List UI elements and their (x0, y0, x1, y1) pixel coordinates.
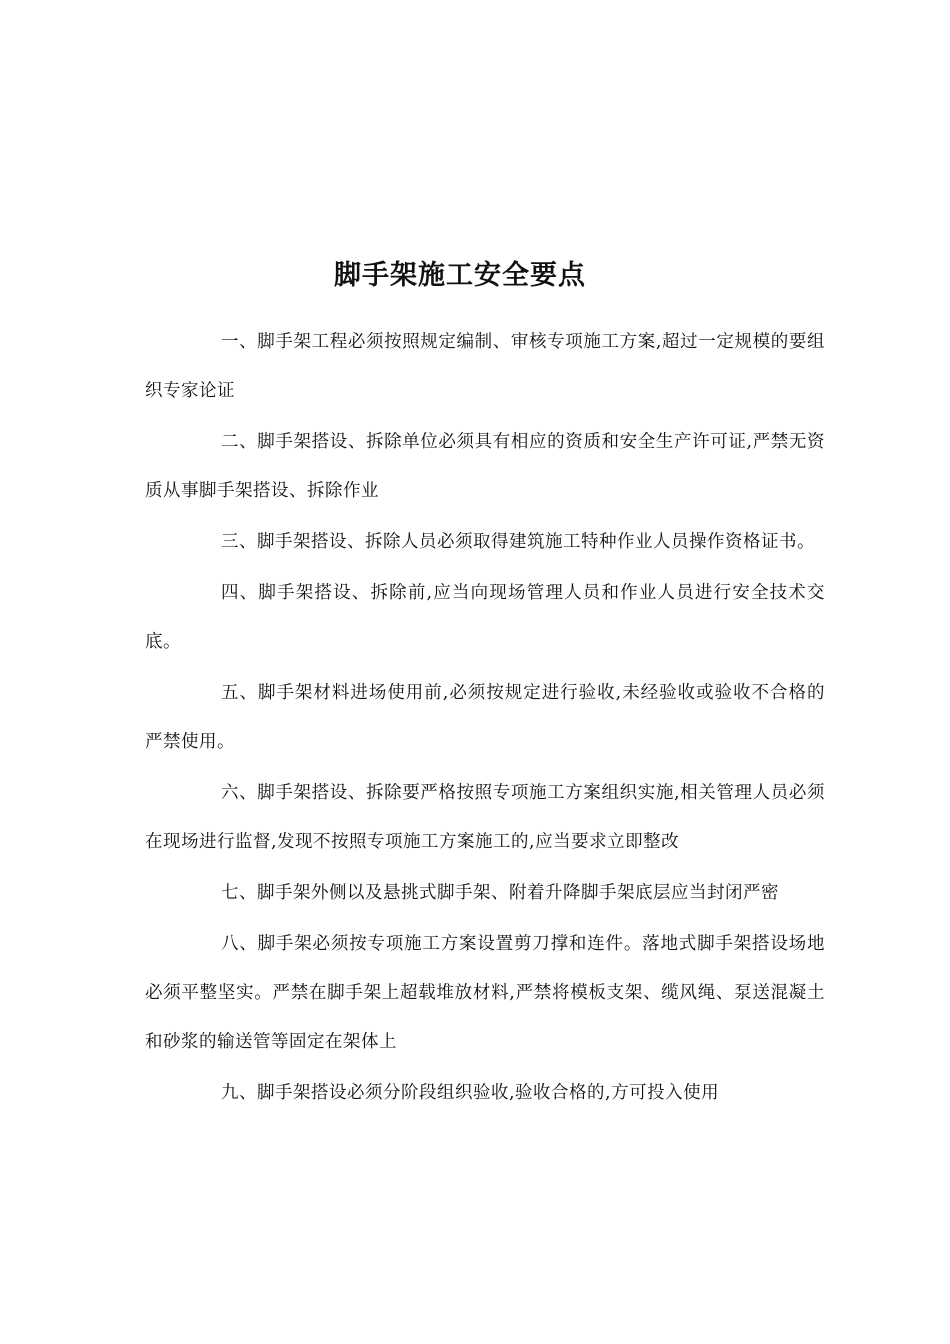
document-title: 脚手架施工安全要点 (334, 260, 586, 291)
list-item: 六、脚手架搭设、拆除要严格按照专项施工方案组织实施,相关管理人员必须在现场进行监督,发现不按照专项施工方案施工的,应当要求立即整改 (145, 783, 825, 852)
list-item: 九、脚手架搭设必须分阶段组织验收,验收合格的,方可投入使用 (221, 1083, 720, 1103)
list-item: 四、脚手架搭设、拆除前,应当向现场管理人员和作业人员进行安全技术交底。 (145, 583, 825, 652)
list-item: 八、脚手架必须按专项施工方案设置剪刀撑和连件。落地式脚手架搭设场地必须平整坚实。严禁在脚手架上超载堆放材料,严禁将模板支架、缆风绳、泵送混凝土和砂浆的输送管等固定在架体上 (145, 934, 825, 1052)
list-item: 二、脚手架搭设、拆除单位必须具有相应的资质和安全生产许可证,严禁无资质从事脚手架搭设、拆除作业 (145, 432, 825, 501)
list-item: 五、脚手架材料进场使用前,必须按规定进行验收,未经验收或验收不合格的严禁使用。 (145, 683, 825, 752)
list-item: 一、脚手架工程必须按照规定编制、审核专项施工方案,超过一定规模的要组织专家论证 (145, 332, 825, 401)
list-item: 七、脚手架外侧以及悬挑式脚手架、附着升降脚手架底层应当封闭严密 (221, 883, 779, 903)
document-body (145, 318, 825, 1120)
list-item: 三、脚手架搭设、拆除人员必须取得建筑施工特种作业人员操作资格证书。 (221, 532, 815, 552)
